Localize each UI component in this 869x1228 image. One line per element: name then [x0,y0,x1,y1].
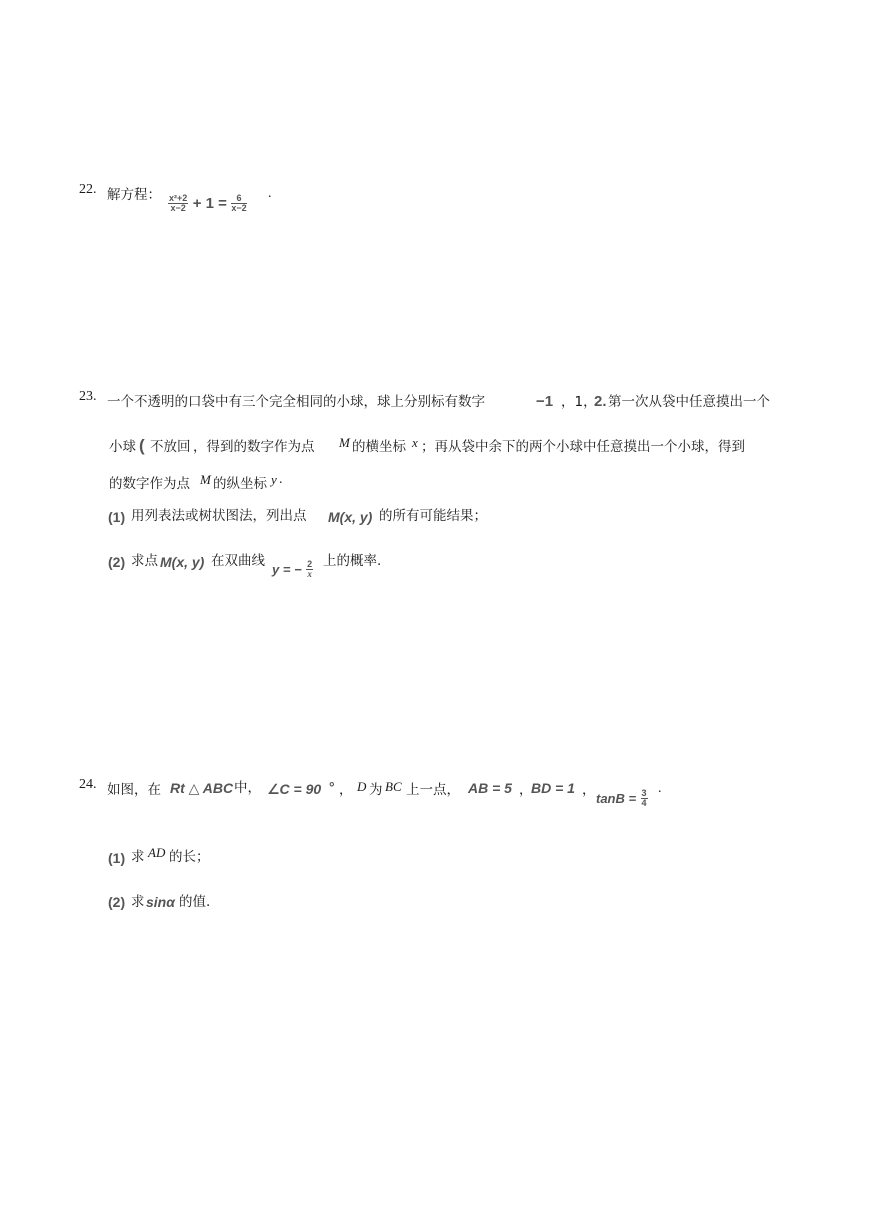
q23-line3-start: 的数字作为点 [109,476,190,492]
q24-number: 24. [79,777,97,792]
q24-comma-c: ， [582,782,596,798]
q24-period: . [658,781,662,796]
q22-rhs-denominator: x−2 [231,203,247,214]
q23-part1-text: 用列表法或树状图法，列出点 [131,508,307,524]
q23-separator: ，1， [561,394,597,410]
q23-var-y: y [271,472,277,487]
q23-part2-label: (2) [108,554,126,570]
q24-part1-label: (1) [108,850,126,866]
q23-point-m-2: M [200,472,211,487]
q24-tanb-numerator: 3 [641,788,647,798]
q23-number: 23. [79,389,97,404]
q24-part2-label: (2) [108,894,126,910]
q23-part2-point: M(x, y) [160,554,205,570]
q22-prompt: 解方程： [107,187,161,203]
q23-line3-period: . [279,472,283,487]
q22-rhs-numerator: 6 [231,194,246,204]
q22-plus-one: + 1 = [192,195,227,213]
q23-line2-start: 小球 [109,439,136,455]
q24-intro: 如图，在 [107,782,161,798]
q23-ordinate-label: 的纵坐标 [213,476,267,492]
q23-part1-tail: 的所有可能结果； [379,508,487,524]
q24-degree: ° [329,779,335,795]
q24-is: 为 [369,782,383,798]
q23-line1-text: 一个不透明的口袋中有三个完全相同的小球，球上分别标有数字 [107,394,485,410]
q23-hyperbola [272,560,313,580]
q24-tanb-lhs: tanB = [596,791,637,807]
q22-rhs-fraction [231,194,246,214]
q23-value-2: 2. [594,393,607,410]
q23-value-neg1: −1 [536,393,554,410]
q22-period: . [268,186,272,201]
q22-lhs-numerator: x²+2 [169,193,188,203]
q24-triangle: Rt △ ABC [170,780,234,796]
q24-segment-ad: AD [148,845,166,860]
q24-part2-ask: 求 [131,894,145,910]
q24-tanb-fraction [641,789,648,809]
q23-hyperbola-lhs: y = − [272,562,302,578]
q23-hyperbola-denominator: x [307,569,312,580]
q23-var-x: x [412,435,418,450]
q24-sin-alpha: sinα [146,894,175,910]
q24-point-d: D [357,779,367,794]
q23-no-return: 不放回 [150,439,191,455]
q24-bd: BD = 1 [531,780,575,796]
q24-comma-a: ， [339,782,353,798]
q23-paren: ( [139,436,145,455]
q24-tanb-denominator: 4 [641,798,647,809]
q24-part1-ask: 求 [131,849,145,865]
q22-number: 22. [79,182,97,197]
q23-line2-tail: ；再从袋中余下的两个小球中任意摸出一个小球，得到 [421,439,745,455]
q24-ab: AB = 5 [468,780,512,796]
q24-comma-b: ， [519,782,533,798]
q23-line2-mid: ，得到的数字作为点 [193,439,315,455]
q24-tanb [596,789,648,809]
q24-angle: ∠C = 90 [267,781,322,797]
q23-part2-tail: 上的概率. [323,553,382,569]
q22-equation [168,194,247,214]
q24-part1-tail: 的长； [169,849,210,865]
q24-part2-tail: 的值. [179,894,211,910]
q23-part2-text: 求点 [131,553,158,569]
q24-segment-bc: BC [385,779,402,794]
q24-on-point: 上一点， [406,782,460,798]
q23-point-m: M [339,435,350,450]
q23-part2-curve-label: 在双曲线 [211,553,265,569]
q23-hyperbola-fraction [306,560,313,580]
q22-lhs-denominator: x−2 [170,203,186,214]
q23-hyperbola-numerator: 2 [307,559,313,569]
q24-in: 中， [234,780,261,796]
q23-abscissa-label: 的横坐标 [352,439,406,455]
q23-part1-label: (1) [108,509,126,525]
q23-line1-tail: 第一次从袋中任意摸出一个 [608,394,770,410]
q22-lhs-fraction [168,194,188,214]
q23-part1-point: M(x, y) [328,509,373,525]
